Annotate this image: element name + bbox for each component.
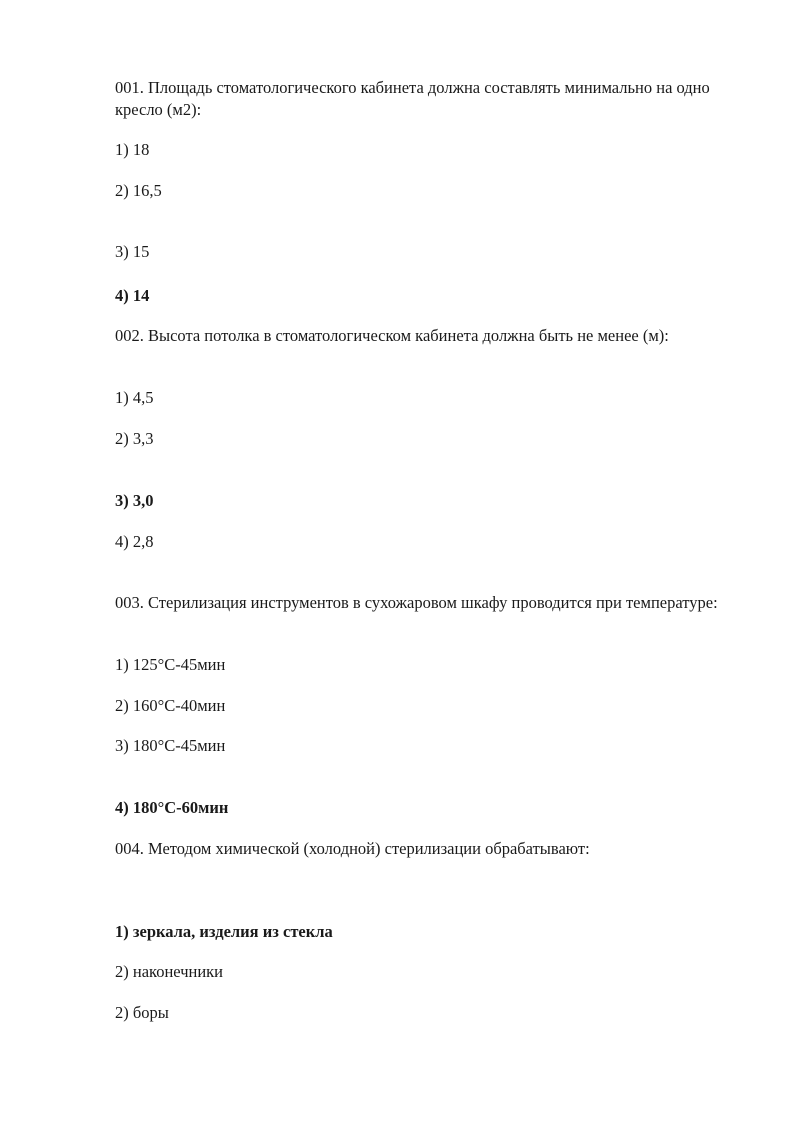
question-003-option-1: 1) 125°С-45мин xyxy=(115,655,226,674)
question-001-option-1: 1) 18 xyxy=(115,140,150,159)
question-003-option-2: 2) 160°С-40мин xyxy=(115,696,226,715)
question-002-option-4: 4) 2,8 xyxy=(115,532,154,551)
question-004-text: 004. Методом химической (холодной) стерилизации обрабатывают: xyxy=(115,839,590,858)
question-002-text: 002. Высота потолка в стоматологическом кабинета должна быть не менее (м): xyxy=(115,326,669,345)
question-001-option-3: 3) 15 xyxy=(115,242,150,261)
question-002-option-2: 2) 3,3 xyxy=(115,429,154,448)
question-002-option-1: 1) 4,5 xyxy=(115,388,154,407)
question-002-option-3-correct: 3) 3,0 xyxy=(115,491,154,510)
question-001-option-4-correct: 4) 14 xyxy=(115,286,150,305)
question-003-text: 003. Стерилизация инструментов в сухожаровом шкафу проводится при температуре: xyxy=(115,593,718,612)
question-003-option-3: 3) 180°С-45мин xyxy=(115,736,226,755)
question-001-option-2: 2) 16,5 xyxy=(115,181,162,200)
question-004-option-3: 2) боры xyxy=(115,1003,169,1022)
question-003-option-4-correct: 4) 180°С-60мин xyxy=(115,798,229,817)
question-004-option-2: 2) наконечники xyxy=(115,962,223,981)
question-004-option-1-correct: 1) зеркала, изделия из стекла xyxy=(115,922,333,941)
question-001-text: 001. Площадь стоматологического кабинета должна составлять минимально на одно кресло (м2): xyxy=(115,78,710,119)
